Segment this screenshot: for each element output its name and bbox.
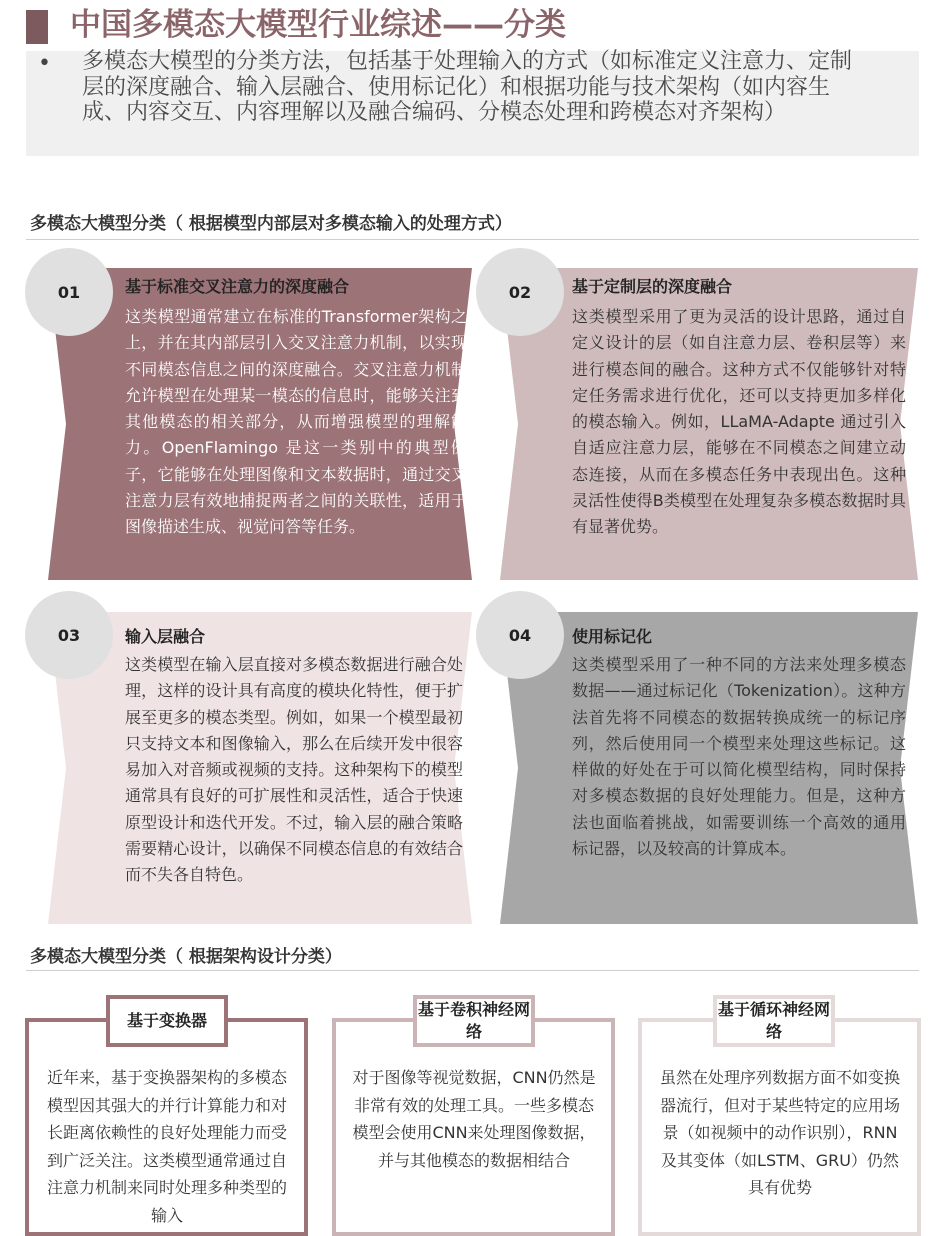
card-04-body: 这类模型采用了一种不同的方法来处理多模态数据——通过标记化（Tokenization）。这种方法首先将不同模态的数据转换成统一的标记序列，然后使用同一个模型来处理这些标记。这样做的好处在于可以简化模型结构，同时保持对多模态数据的良好处理能力。但是，这种方法也面临着挑战，如需要训练一个高效的通用标记器，以及较高的计算成本。 bbox=[572, 655, 906, 859]
cnn-label: 基于卷积神经网络 bbox=[413, 995, 535, 1047]
rnn-label: 基于循环神经网络 bbox=[713, 995, 835, 1047]
card-01-number: 01 bbox=[25, 248, 113, 336]
card-01-body: 这类模型通常建立在标准的Transformer架构之上，并在其内部层引入交叉注意力机制，以实现不同模态信息之间的深度融合。交叉注意力机制允许模型在处理某一模态的信息时，能够关注到其他模态的相关部分，从而增强模型的理解能力。OpenFlamingo 是这一类别中的典型例子，它能够在处理图像和文本数据时，通过交叉注意力层有效地捕捉两者之间的关联性，适用于图像描述生成、视觉问答等任务。 bbox=[125, 307, 467, 537]
cnn-text: 对于图像等视觉数据，CNN仍然是非常有效的处理工具。一些多模态模型会使用CNN来处理图像数据，并与其他模态的数据相结合 bbox=[352, 1068, 596, 1170]
section-divider bbox=[26, 970, 919, 971]
rnn-text: 虽然在处理序列数据方面不如变换器流行，但对于某些特定的应用场景（如视频中的动作识别），RNN及其变体（如LSTM、GRU）仍然具有优势 bbox=[659, 1068, 900, 1197]
card-03-number: 03 bbox=[25, 591, 113, 679]
title-accent-bar bbox=[26, 10, 48, 44]
section-divider bbox=[26, 239, 919, 240]
card-02-heading: 基于定制层的深度融合 bbox=[572, 277, 733, 296]
card-04-number: 04 bbox=[476, 591, 564, 679]
section-title-processing: 多模态大模型分类（ 根据模型内部层对多模态输入的处理方式） bbox=[30, 214, 512, 234]
card-03-body: 这类模型在输入层直接对多模态数据进行融合处理，这样的设计具有高度的模块化特性，便于扩展至更多的模态类型。例如，如果一个模型最初只支持文本和图像输入，那么在后续开发中很容易加入对音频或视频的支持。这种架构下的模型通常具有良好的可扩展性和灵活性，适合于快速原型设计和迭代开发。不过，输入层的融合策略需要精心设计，以确保不同模态信息的有效结合而不失各自特色。 bbox=[125, 655, 463, 885]
page-title: 中国多模态大模型行业综述——分类 bbox=[70, 7, 566, 43]
transformer-text: 近年来，基于变换器架构的多模态模型因其强大的并行计算能力和对长距离依赖性的良好处理能力而受到广泛关注。这类模型通常通过自注意力机制来同时处理多种类型的输入 bbox=[46, 1068, 287, 1225]
card-01-heading: 基于标准交叉注意力的深度融合 bbox=[125, 277, 350, 296]
section-title-architecture: 多模态大模型分类（ 根据架构设计分类） bbox=[30, 947, 342, 967]
bullet-marker: • bbox=[38, 51, 51, 76]
card-02-body: 这类模型采用了更为灵活的设计思路，通过自定义设计的层（如自注意力层、卷积层等）来进行模态间的融合。这种方式不仅能够针对特定任务需求进行优化，还可以支持更加多样化的模态输入。例如，LLaMA-Adapte 通过引入自适应注意力层，能够在不同模态之间建立动态连接，从而在多模态任务中表现出色。这种灵活性使得B类模型在处理复杂多模态数据时具有显著优势。 bbox=[572, 307, 906, 537]
card-02-number: 02 bbox=[476, 248, 564, 336]
card-03-heading: 输入层融合 bbox=[125, 627, 206, 646]
transformer-label: 基于变换器 bbox=[106, 995, 228, 1047]
summary-text: 多模态大模型的分类方法，包括基于处理输入的方式（如标准定义注意力、定制层的深度融合、输入层融合、使用标记化）和根据功能与技术架构（如内容生成、内容交互、内容理解以及融合编码、分模态处理和跨模态对齐架构） bbox=[82, 49, 853, 125]
card-04-heading: 使用标记化 bbox=[572, 627, 653, 646]
